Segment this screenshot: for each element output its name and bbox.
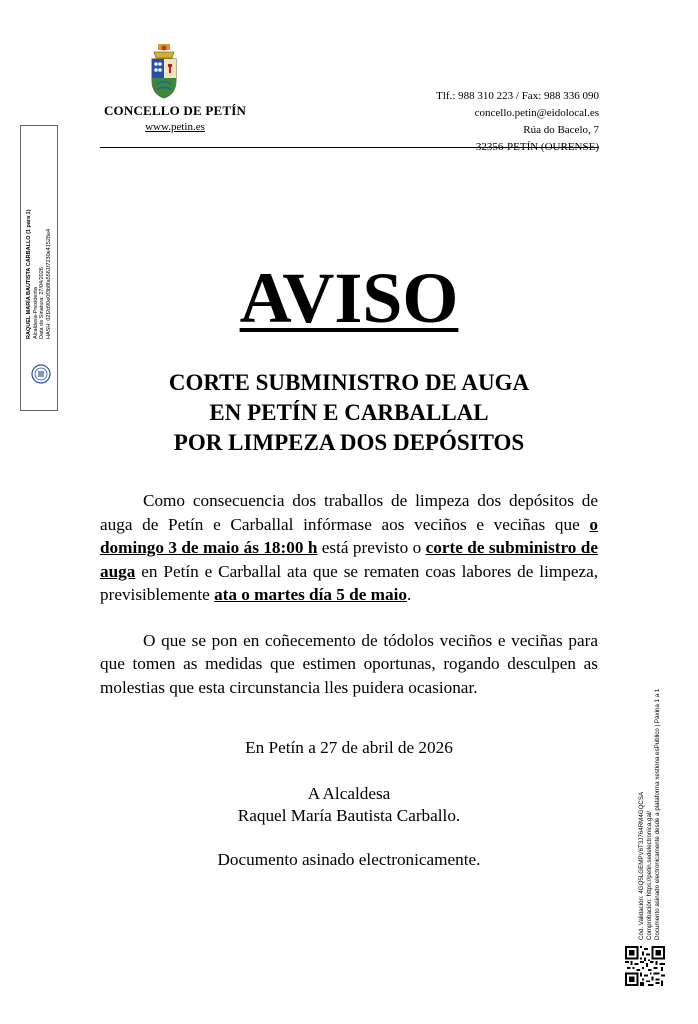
body-paragraph-1 xyxy=(100,489,598,607)
validation-url[interactable]: Comprobación: https://petin.sedelectronica.gal/ xyxy=(646,811,653,940)
subtitle-line-1: CORTE SUBMINISTRO DE AUGA xyxy=(168,370,530,395)
organization-name: CONCELLO DE PETÍN xyxy=(103,103,247,118)
header-divider xyxy=(100,147,599,148)
signature-date: Data de Sinatura: 27/04/2026 xyxy=(39,267,45,339)
signer-name: Raquel María Bautista Carballo. xyxy=(237,806,461,825)
validation-text xyxy=(638,635,678,940)
contact-street: Rúa do Bacelo, 7 xyxy=(523,124,599,136)
contact-phone: Tlf.: 988 310 223 / Fax: 988 336 090 xyxy=(436,90,599,102)
p1-text-3: en Petín e Carballal ata que se rematen coas labores de limpeza, previsiblemente xyxy=(100,561,598,604)
notice-title-text: AVISO xyxy=(239,258,459,338)
signature-signer: RAQUEL MARÍA BAUTISTA CARBALLO (1 para 1) xyxy=(26,209,32,339)
notice-subtitle xyxy=(0,368,698,458)
municipal-crest-icon xyxy=(146,42,182,100)
p1-text-2: está previsto o xyxy=(317,538,426,557)
subtitle-line-2: EN PETÍN E CARBALLAL xyxy=(209,400,489,425)
signer-block xyxy=(0,783,698,827)
notice-body xyxy=(100,489,598,721)
validation-code: Cód. Validación: 4GQ5LGEMPV6T3J764RM4GQCSA xyxy=(638,791,645,940)
organization-website-link[interactable]: www.petin.es xyxy=(145,121,205,133)
subtitle-line-3: POR LIMPEZA DOS DEPÓSITOS xyxy=(173,430,525,455)
contact-city: 32356-PETÍN (OURENSE) xyxy=(475,141,599,153)
place-date: En Petín a 27 de abril de 2026 xyxy=(245,738,453,757)
p1-highlight-date: o domingo 3 de maio ás 18:00 h xyxy=(100,514,598,557)
qr-code-icon[interactable] xyxy=(625,946,665,986)
p1-highlight-cut: corte de subministro de auga xyxy=(100,538,598,581)
notice-title xyxy=(0,258,698,338)
signer-role: A Alcaldesa xyxy=(307,784,391,803)
electronic-signature-note: Documento asinado electronicamente. xyxy=(217,850,481,869)
signature-role: Alcaldesa-Presidenta xyxy=(32,287,39,339)
p1-highlight-end: ata o martes día 5 de maio xyxy=(214,585,407,604)
signature-hash: HASH: 02f2d90e0f3b8fa5561f7230e41528e4 xyxy=(45,228,52,339)
p1-text-1: Como consecuencia dos traballos de limpeza dos depósitos de auga de Petín e Carballal infórmase aos veciños e veciñas que xyxy=(100,491,598,534)
body-paragraph-2: O que se pon en coñecemento de tódolos veciños e veciñas para que tomen as medidas que estimen oportunas, rogando desculpen as molestias que esta circunstancia lles puidera ocasionar. xyxy=(100,630,598,697)
p1-text-4: . xyxy=(406,585,412,604)
validation-platform: Documento asinado electronicamente desde a plataforma xestiona esPublico | Páxina 1 a 1 xyxy=(654,688,661,940)
contact-block xyxy=(436,88,599,156)
contact-email[interactable]: concello.petin@eidolocal.es xyxy=(474,107,599,119)
